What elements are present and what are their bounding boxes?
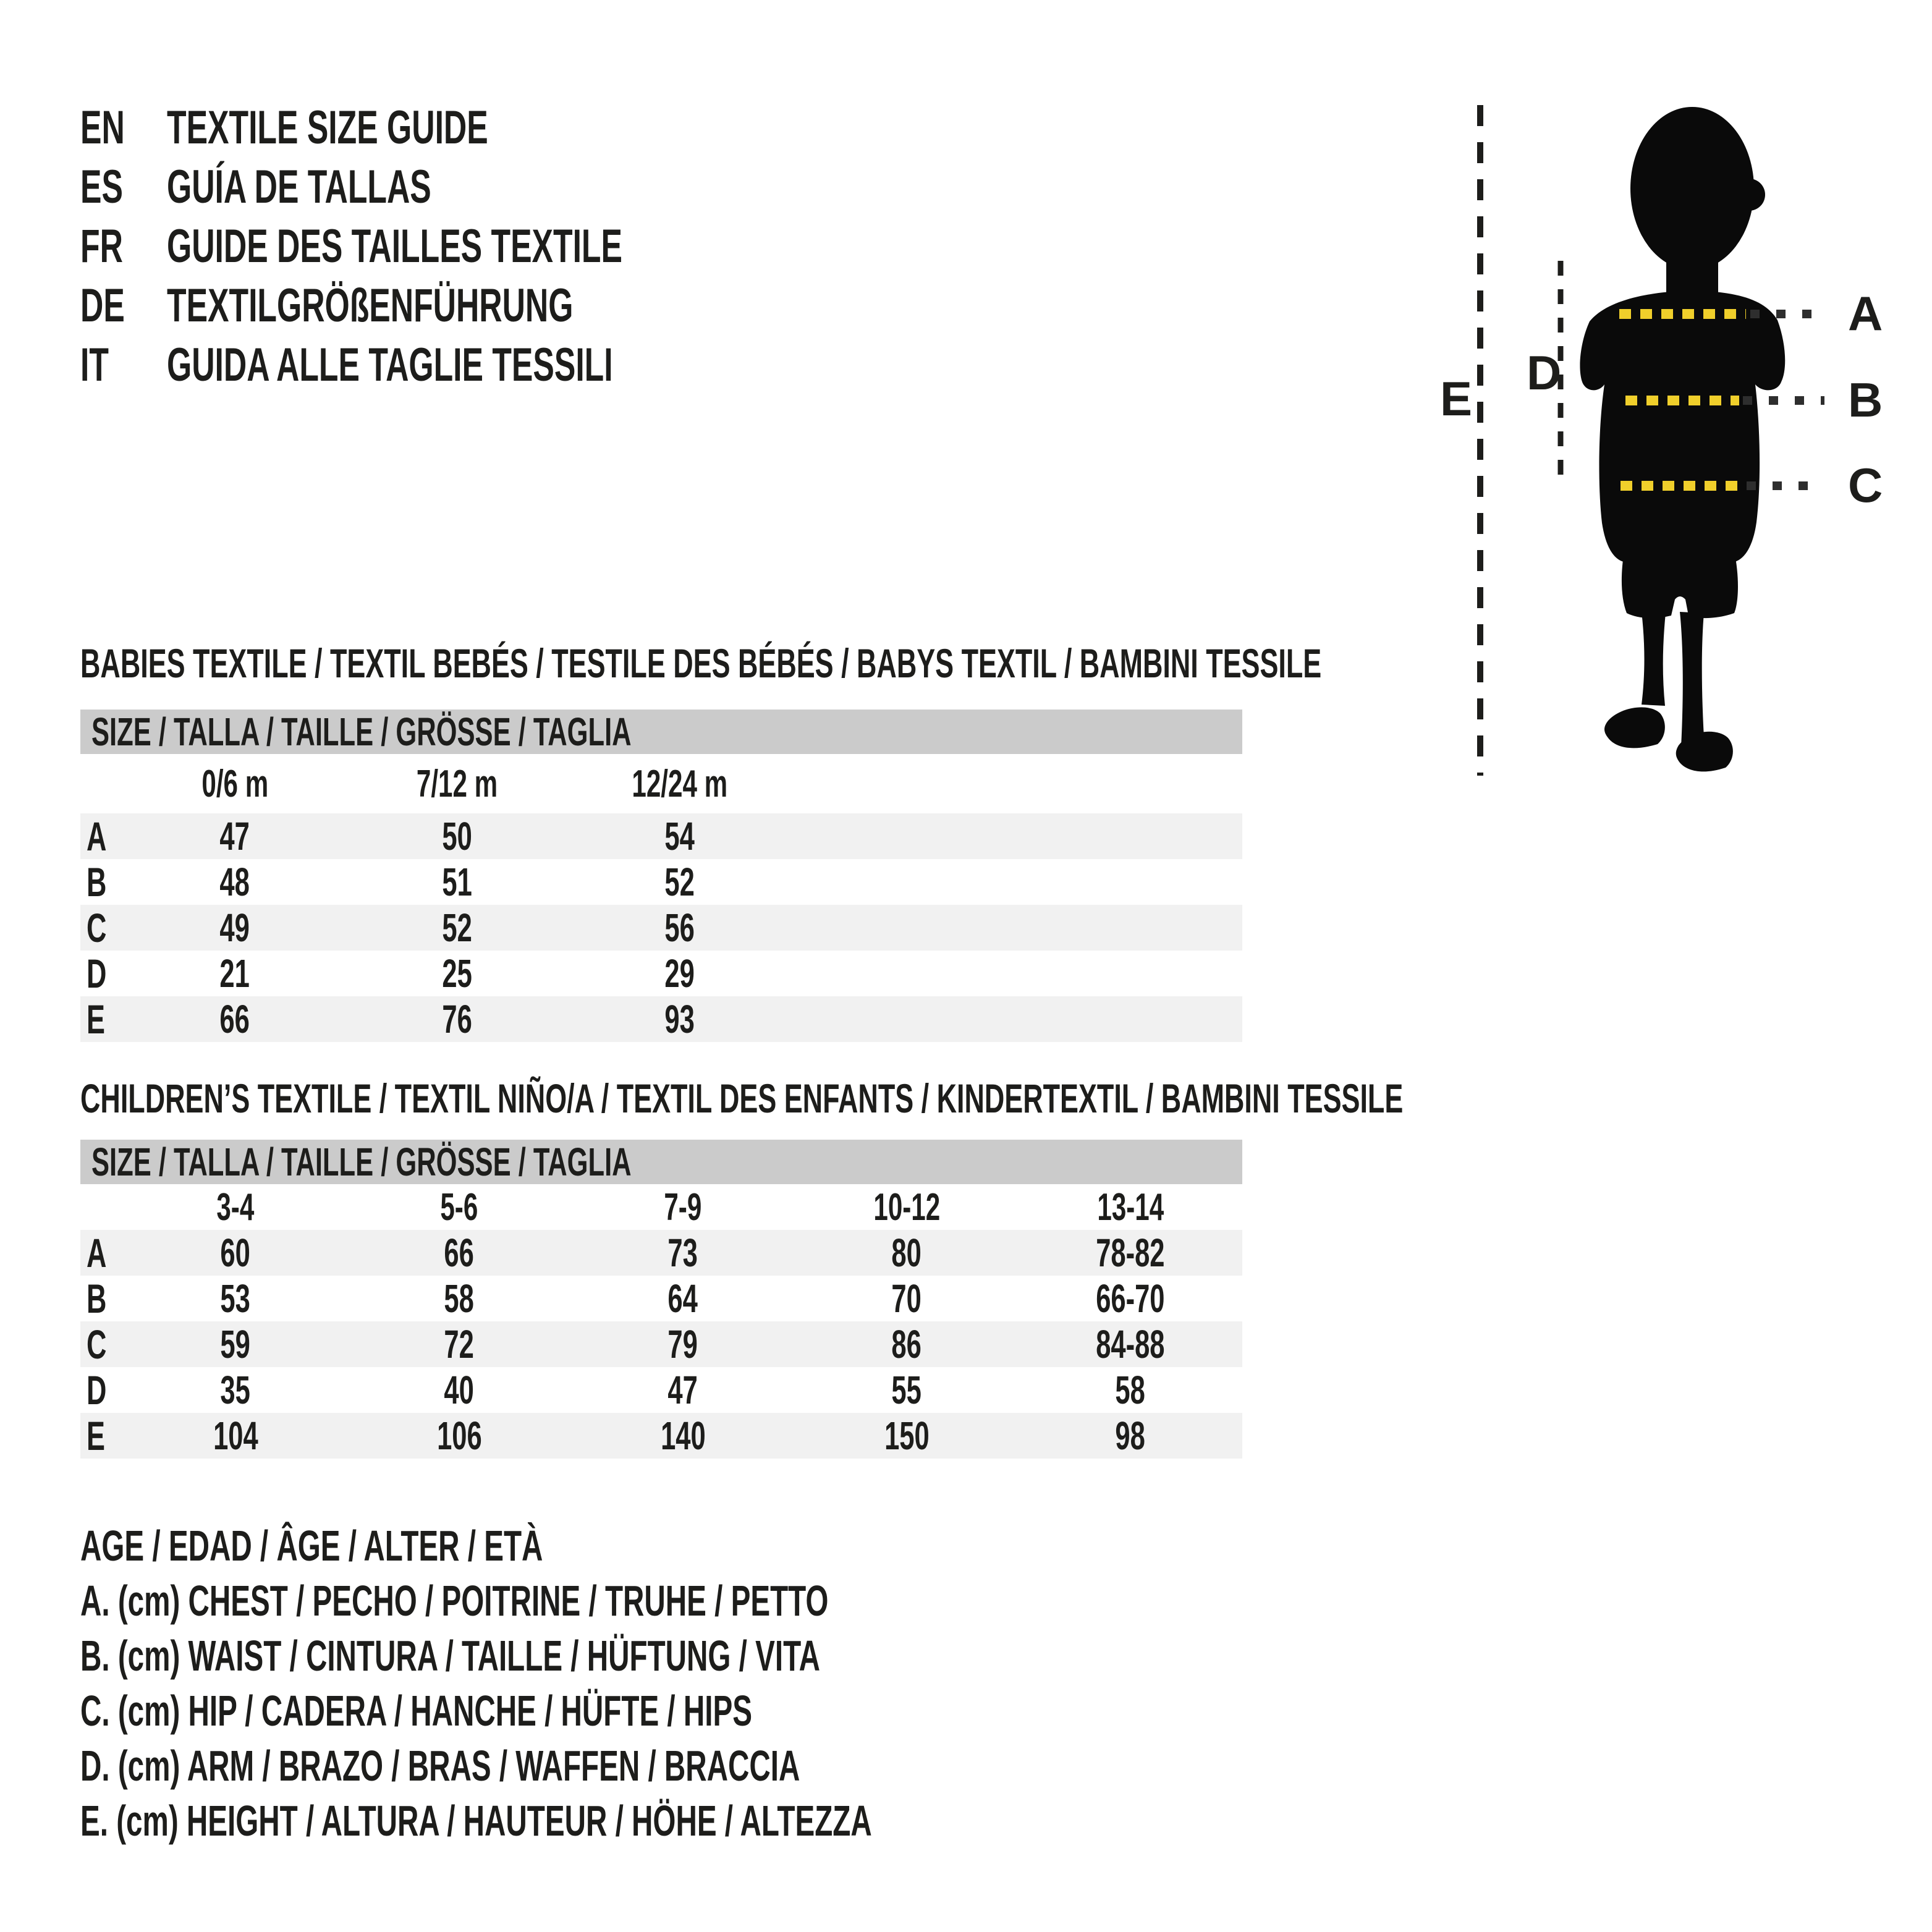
table-cell: 48 — [219, 860, 250, 904]
row-label: C — [87, 905, 107, 951]
table-cell: 53 — [220, 1276, 251, 1321]
figure-label-a: A — [1848, 286, 1883, 341]
table-row — [80, 1321, 1242, 1367]
column-header: 0/6 m — [201, 762, 268, 805]
row-label: C — [87, 1321, 107, 1367]
table-cell: 140 — [660, 1413, 706, 1458]
table-cell: 84-88 — [1096, 1322, 1165, 1366]
language-row-fr — [80, 216, 837, 276]
table-row — [80, 951, 1242, 996]
table-cell: 78-82 — [1096, 1231, 1165, 1275]
children-size-table — [80, 1140, 1242, 1459]
row-label: B — [87, 859, 107, 905]
legend-line-chest: A. (cm) CHEST / PECHO / POITRINE / TRUHE / PETTO — [80, 1576, 829, 1625]
table-cell: 86 — [891, 1322, 922, 1366]
table-cell: 47 — [219, 814, 250, 858]
row-label: E — [87, 996, 105, 1042]
legend-line-waist: B. (cm) WAIST / CINTURA / TAILLE / HÜFTUNG / VITA — [80, 1631, 821, 1680]
table-row — [80, 996, 1242, 1042]
babies-section-heading: BABIES TEXTILE / TEXTIL BEBÉS / TESTILE DES BÉBÉS / BABYS TEXTIL / BAMBINI TESSILE — [80, 640, 1322, 686]
table-cell: 66 — [219, 997, 250, 1041]
figure-label-b: B — [1848, 373, 1883, 427]
figure-label-e: E — [1440, 371, 1473, 426]
table-cell: 25 — [442, 951, 473, 996]
table-cell: 59 — [220, 1322, 251, 1366]
babies-size-header-bar: SIZE / TALLA / TAILLE / GRÖSSE / TAGLIA — [80, 710, 1242, 754]
legend-line-hip: C. (cm) HIP / CADERA / HANCHE / HÜFTE / HIPS — [80, 1686, 752, 1735]
column-header: 3-4 — [216, 1185, 255, 1229]
table-cell: 76 — [442, 997, 473, 1041]
table-cell: 49 — [219, 905, 250, 950]
table-cell: 51 — [442, 860, 473, 904]
table-cell: 70 — [891, 1276, 922, 1321]
language-title: GUIDA ALLE TAGLIE TESSILI — [167, 338, 613, 391]
legend-line-height: E. (cm) HEIGHT / ALTURA / HAUTEUR / HÖHE / ALTEZZA — [80, 1796, 872, 1845]
babies-column-header-row — [80, 754, 1242, 813]
measurement-legend — [80, 1518, 1244, 1848]
table-cell: 50 — [442, 814, 473, 858]
table-row — [80, 1276, 1242, 1321]
table-cell: 29 — [664, 951, 695, 996]
language-code: FR — [80, 219, 123, 273]
row-label: D — [87, 951, 107, 996]
table-row — [80, 813, 1242, 859]
legend-line-arm: D. (cm) ARM / BRAZO / BRAS / WAFFEN / BRACCIA — [80, 1741, 800, 1790]
table-cell: 72 — [444, 1322, 475, 1366]
table-cell: 60 — [220, 1231, 251, 1275]
table-cell: 150 — [884, 1413, 930, 1458]
table-cell: 56 — [664, 905, 695, 950]
language-row-en — [80, 98, 837, 157]
language-title: TEXTILE SIZE GUIDE — [167, 101, 488, 154]
language-code: ES — [80, 160, 123, 213]
column-header: 7/12 m — [417, 762, 498, 805]
language-title: GUÍA DE TALLAS — [167, 160, 431, 213]
babies-size-table — [80, 710, 1242, 1042]
row-label: A — [87, 1230, 107, 1276]
language-title: TEXTILGRÖßENFÜHRUNG — [167, 279, 574, 332]
column-header: 10-12 — [873, 1185, 940, 1229]
row-label: B — [87, 1276, 107, 1321]
language-code: EN — [80, 101, 125, 154]
language-title-list — [80, 98, 837, 394]
table-row — [80, 859, 1242, 905]
language-title: GUIDE DES TAILLES TEXTILE — [167, 219, 622, 273]
figure-label-c: C — [1848, 458, 1883, 512]
table-row — [80, 1367, 1242, 1413]
row-label: D — [87, 1367, 107, 1413]
table-cell: 54 — [664, 814, 695, 858]
children-section-heading: CHILDREN’S TEXTILE / TEXTIL NIÑO/A / TEXTIL DES ENFANTS / KINDERTEXTIL / BAMBINI TESSILE — [80, 1075, 1404, 1121]
table-cell: 66-70 — [1096, 1276, 1165, 1321]
children-size-header-bar: SIZE / TALLA / TAILLE / GRÖSSE / TAGLIA — [80, 1140, 1242, 1184]
table-cell: 66 — [444, 1231, 475, 1275]
table-cell: 93 — [664, 997, 695, 1041]
table-cell: 52 — [664, 860, 695, 904]
children-column-header-row — [80, 1184, 1242, 1230]
table-cell: 58 — [444, 1276, 475, 1321]
table-cell: 35 — [220, 1368, 251, 1412]
table-cell: 64 — [667, 1276, 698, 1321]
table-cell: 47 — [667, 1368, 698, 1412]
table-cell: 55 — [891, 1368, 922, 1412]
table-cell: 79 — [667, 1322, 698, 1366]
column-header: 12/24 m — [632, 762, 728, 805]
language-row-de — [80, 276, 837, 335]
column-header: 13-14 — [1097, 1185, 1164, 1229]
column-header: 5-6 — [440, 1185, 478, 1229]
column-header: 7-9 — [664, 1185, 702, 1229]
row-label: A — [87, 813, 107, 859]
table-cell: 104 — [213, 1413, 258, 1458]
table-cell: 73 — [667, 1231, 698, 1275]
table-cell: 58 — [1115, 1368, 1146, 1412]
table-cell: 21 — [219, 951, 250, 996]
legend-line-age: AGE / EDAD / ÂGE / ALTER / ETÀ — [80, 1521, 543, 1570]
language-row-es — [80, 157, 837, 216]
measurement-diagram — [1409, 80, 1932, 797]
table-cell: 98 — [1115, 1413, 1146, 1458]
language-row-it — [80, 335, 837, 394]
table-cell: 106 — [436, 1413, 482, 1458]
language-code: DE — [80, 279, 125, 332]
table-cell: 40 — [444, 1368, 475, 1412]
table-row — [80, 1413, 1242, 1459]
language-code: IT — [80, 338, 109, 391]
table-cell: 80 — [891, 1231, 922, 1275]
table-cell: 52 — [442, 905, 473, 950]
table-row — [80, 1230, 1242, 1276]
figure-label-d: D — [1527, 345, 1562, 400]
row-label: E — [87, 1413, 105, 1459]
table-row — [80, 905, 1242, 951]
